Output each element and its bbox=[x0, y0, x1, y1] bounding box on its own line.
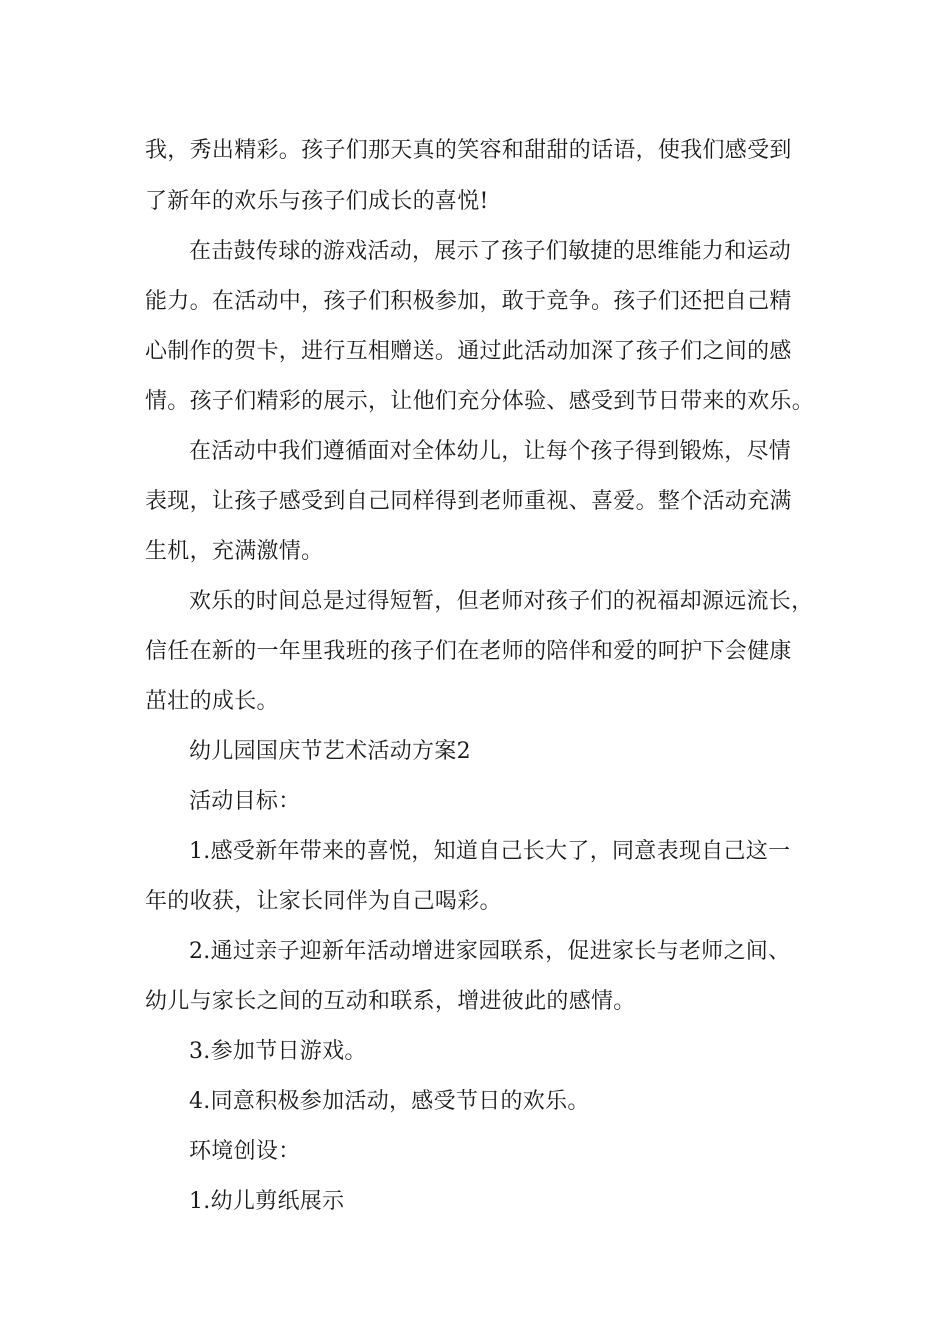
list-item: 3.参加节日游戏。 bbox=[189, 1039, 367, 1064]
text-line: 生机，充满激情。 bbox=[145, 539, 324, 564]
list-item: 2.通过亲子迎新年活动增进家园联系，促进家长与老师之间、 bbox=[189, 939, 791, 964]
list-item-continuation: 幼儿与家长之间的互动和联系，增进彼此的感情。 bbox=[145, 989, 636, 1014]
subheading: 环境创设： bbox=[189, 1139, 301, 1164]
section-heading: 幼儿园国庆节艺术活动方案2 bbox=[189, 739, 471, 764]
text-line: 能力。在活动中，孩子们积极参加，敢于竞争。孩子们还把自己精 bbox=[145, 289, 792, 314]
text-line: 在活动中我们遵循面对全体幼儿，让每个孩子得到锻炼，尽情 bbox=[189, 439, 792, 464]
text-line: 心制作的贺卡，进行互相赠送。通过此活动加深了孩子们之间的感 bbox=[145, 339, 792, 364]
list-item: 4.同意积极参加活动，感受节日的欢乐。 bbox=[189, 1089, 590, 1114]
list-item: 1.感受新年带来的喜悦，知道自己长大了，同意表现自己这一 bbox=[189, 839, 791, 864]
text-line: 我，秀出精彩。孩子们那天真的笑容和甜甜的话语，使我们感受到 bbox=[145, 138, 792, 163]
text-line: 信任在新的一年里我班的孩子们在老师的陪伴和爱的呵护下会健康 bbox=[145, 639, 792, 664]
subheading: 活动目标： bbox=[189, 789, 301, 814]
text-line: 情。孩子们精彩的展示，让他们充分体验、感受到节日带来的欢乐。 bbox=[145, 389, 815, 414]
text-line: 茁壮的成长。 bbox=[145, 689, 279, 714]
text-line: 了新年的欢乐与孩子们成长的喜悦! bbox=[145, 189, 489, 214]
text-line: 在击鼓传球的游戏活动，展示了孩子们敏捷的思维能力和运动 bbox=[189, 239, 792, 264]
text-line: 欢乐的时间总是过得短暂，但老师对孩子们的祝福却源远流长， bbox=[189, 589, 814, 614]
text-line: 表现，让孩子感受到自己同样得到老师重视、喜爱。整个活动充满 bbox=[145, 489, 792, 514]
list-item-continuation: 年的收获，让家长同伴为自己喝彩。 bbox=[145, 889, 502, 914]
list-item: 1.幼儿剪纸展示 bbox=[189, 1189, 345, 1214]
